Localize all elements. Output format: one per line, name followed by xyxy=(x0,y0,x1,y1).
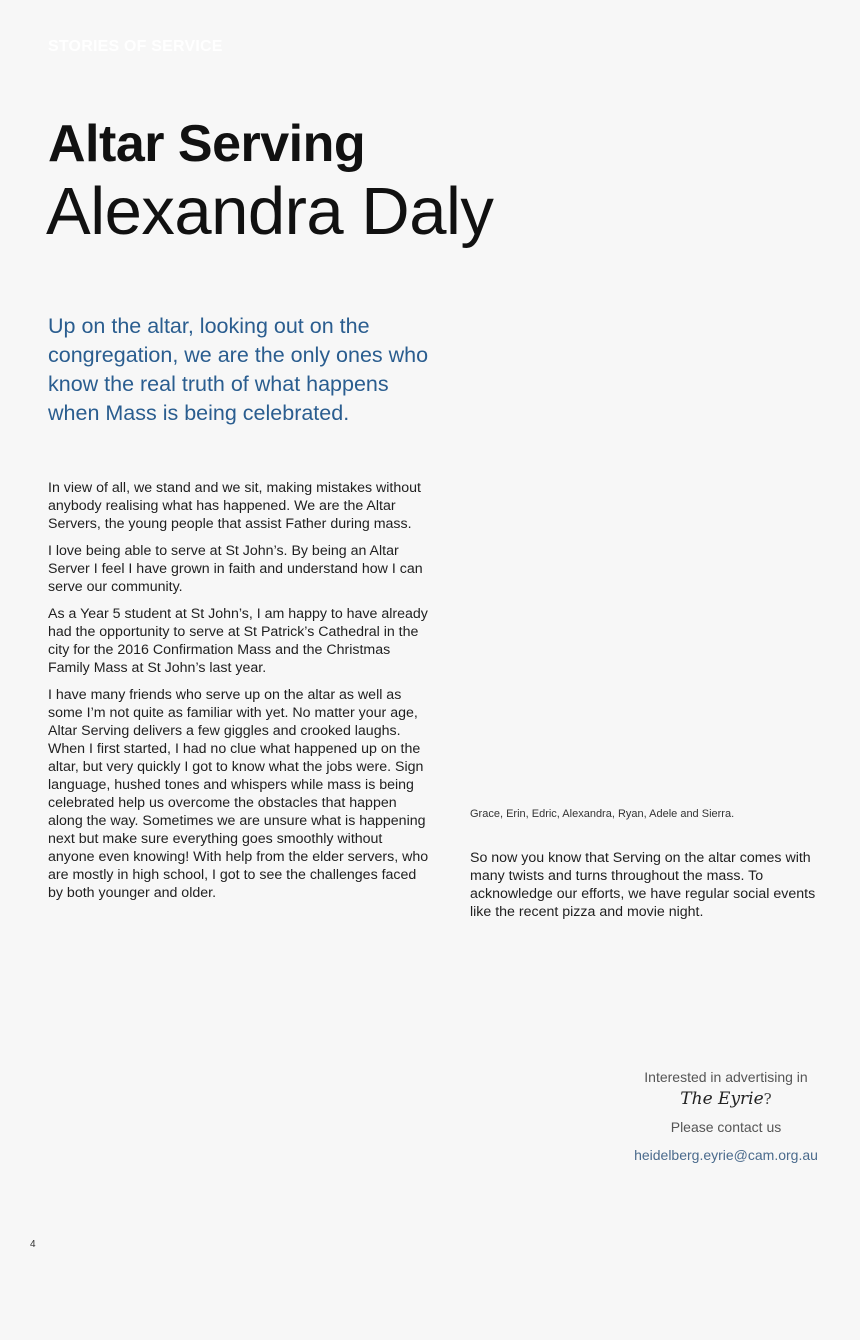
closing-paragraph: So now you know that Serving on the altar comes with many twists and turns throughout the mass. To acknowledge our efforts, we have regular social events like the recent pizza and movie night. xyxy=(470,850,816,920)
body-paragraph: In view of all, we stand and we sit, making mistakes without anybody realising what has happened. We are the Altar Servers, the young people that assist Father during mass. xyxy=(48,480,421,532)
body-paragraph: As a Year 5 student at St John’s, I am happy to have already had the opportunity to serve at St Patrick’s Cathedral in the city for the 2016 Confirmation Mass and the Christmas Family Mass at St John’s last year. xyxy=(48,606,428,676)
contact-email-link[interactable]: heidelberg.eyrie@cam.org.au xyxy=(634,1147,818,1163)
article-title: Altar Serving xyxy=(48,115,366,173)
body-column xyxy=(48,479,432,911)
eyrie-logo xyxy=(610,1088,842,1110)
article-author: Alexandra Daly xyxy=(46,174,494,249)
section-label: STORIES OF SERVICE xyxy=(48,38,223,55)
closing-column xyxy=(470,849,836,921)
advertising-notice xyxy=(610,1068,842,1164)
advertising-line: Interested in advertising in xyxy=(644,1069,808,1085)
eyrie-logo-question-mark: ? xyxy=(763,1090,772,1108)
page-number: 4 xyxy=(30,1239,36,1250)
contact-line: Please contact us xyxy=(670,1119,782,1135)
eyrie-logo-text: The Eyrie xyxy=(680,1089,764,1109)
pull-quote: Up on the altar, looking out on the congregation, we are the only ones who know the real truth of what happens when Mass is being celebrated. xyxy=(48,314,429,425)
body-paragraph: I have many friends who serve up on the altar as well as some I’m not quite as familiar with yet. No matter your age, Altar Serving delivers a few giggles and crooked laughs. When I first started, I had no clue what happened up on the altar, but very quickly I got to know what the jobs were. Sign language, hushed tones and whispers while mass is being celebrated help us overcome the obstacles that happen along the way. Sometimes we are unsure what is happening next but make sure everything goes smoothly without anyone even knowing! With help from the elder servers, who are mostly in high school, I got to see the challenges faced by both younger and older. xyxy=(48,687,429,901)
body-paragraph: I love being able to serve at St John’s. By being an Altar Server I feel I have grown in faith and understand how I can serve our community. xyxy=(48,543,423,595)
photo-caption: Grace, Erin, Edric, Alexandra, Ryan, Adele and Sierra. xyxy=(470,808,735,820)
